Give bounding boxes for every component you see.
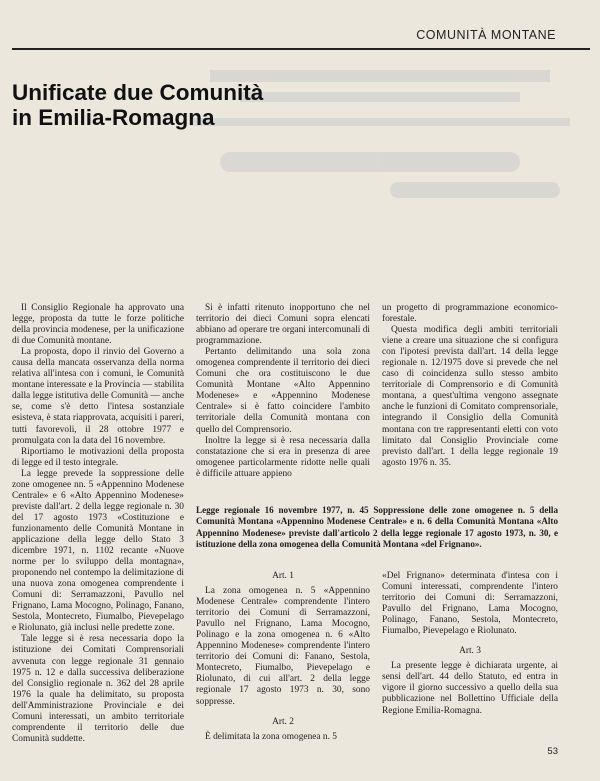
article-column-1 [12, 303, 184, 745]
article-3-title: Art. 3 [459, 646, 481, 657]
law-heading: Legge regionale 16 novembre 1977, n. 45 Soppressione delle zone omogenee n. 5 della Comunità Montana «Appennino Modenese Centrale» e n. 6 della Comunità Montana «Alto Appennino Modenese» previste dall'articolo 2 della legge regionale 17 agosto 1973, n. 30, e istituzione della zona omogenea della Comunità Montana «del Frignano». [196, 505, 558, 549]
law-column-2 [382, 571, 558, 717]
paragraph: Questa modifica degli ambiti territoriali viene a creare una situazione che si configura con l'ipotesi prevista dall'art. 14 della legge regionale n. 12/1975 dove si prevede che nel caso di coincidenza sullo stesso ambito territoriale di Comprensorio e di Comunità montana, a quest'ultima vengono assegnate anche le funzioni di Comitato comprensoriale, integrando il Consiglio della Comunità montana con tre rappresentanti eletti con voto limitato dal Consiglio Provinciale come previsto dall'art. 1 della legge regionale 19 agosto 1976 n. 35. [382, 325, 558, 468]
page-number: 53 [547, 746, 558, 757]
article-column-3 [382, 303, 558, 469]
paragraph: Inoltre la legge si è resa necessaria dalla constatazione che si era in presenza di aree omogenee particolarmente ridotte nelle quali è difficile attuare appieno [196, 435, 370, 479]
title-line-1: Unificate due Comunità [12, 80, 264, 105]
article-title [12, 80, 372, 130]
title-line-2: in Emilia-Romagna [12, 105, 215, 130]
paragraph: Si è infatti ritenuto inopportuno che nel territorio dei dieci Comuni sopra elencati abbiano ad operare tre organi intercomunali di programmazione. [196, 303, 370, 347]
article-column-2 [196, 303, 370, 480]
article-3-text: La presente legge è dichiarata urgente, ai sensi dell'art. 44 dello Statuto, ed entra in vigore il giorno successivo a quello della sua pubblicazione nel Bollettino Ufficiale della Regione Emilia-Romagna. [382, 661, 558, 716]
article-2-text: È delimitata la zona omogenea n. 5 [205, 731, 337, 742]
paragraph: Pertanto delimitando una sola zona omogenea comprendente il territorio dei dieci Comuni che ora costituiscono le due Comunità Montane «Alto Appennino Modenese» e «Appennino Modenese Centrale» si è fatto coincidere l'ambito territoriale della Comunità montana con quello del Comprensorio. [196, 347, 370, 435]
article-1-text: La zona omogenea n. 5 «Appennino Modenese Centrale» comprendente l'intero territorio dei Comuni di Serramazzoni, Pavullo nel Frignano, Lama Mocogno, Polinago e la zona omogenea n. 6 «Alto Appennino Modenese» comprendente l'intero territorio dei Comuni di: Fanano, Sestola, Montecreto, Fiumalbo, Pievepelago e Riolunato, di cui all'art. 2 della legge regionale 17 agosto 1973 n. 30, sono soppresse. [196, 586, 370, 707]
article-2-continuation: «Del Frignano» determinata d'intesa con i Comuni interessati, comprendente l'intero territorio dei Comuni di: Serramazzoni, Pavullo del Frignano, Lama Mocogno, Polinago, Fanano, Sestola, Montecreto, Fiumalbo, Pievepelago e Riolunato. [382, 571, 558, 637]
paragraph: La proposta, dopo il rinvio del Governo a causa della mancata osservanza della norma relativa all'intesa con i comuni, le Comunità montane interessate e la Provincia — stabilita dalla legge istitutiva delle Comunità — anche se, come s'è detto l'intesa sostanziale esisteva, è stata riapprovata, acquisiti i pareri, tutti favorevoli, il 28 ottobre 1977 e promulgata con la data del 16 novembre. [12, 347, 184, 446]
background-bleed-through [190, 52, 590, 217]
paragraph: Il Consiglio Regionale ha approvato una legge, proposta da tutte le forze politiche della provincia modenese, per la unificazione di due Comunità montane. [12, 303, 184, 347]
article-2-title: Art. 2 [272, 716, 294, 727]
article-1-title: Art. 1 [272, 571, 294, 581]
law-column-1 [196, 571, 370, 743]
paragraph: Tale legge si è resa necessaria dopo la istituzione dei Comitati Comprensoriali avvenuta con legge regionale 31 gennaio 1975 n. 12 e dalla successiva deliberazione del Consiglio regionale n. 362 del 28 aprile 1976 la quale ha delimitato, su proposta dell'Amministrazione Provinciale e dei Comuni interessati, un ambito territoriale comprendente il territorio delle due Comunità suddette. [12, 634, 184, 744]
paragraph: La legge prevede la soppressione delle zone omogenee nn. 5 «Appennino Modenese Centrale» e 6 «Alto Appennino Modenese» previste dall'art. 2 della legge regionale n. 30 del 17 agosto 1973 «Costituzione e funzionamento delle Comunità Montane in applicazione della legge dello Stato 3 dicembre 1971, n. 1102 recante «Nuove norme per lo sviluppo della montagna», proponendo nel contempo la delimitazione di una nuova zona omogenea comprendente i Comuni di: Serramazzoni, Pavullo nel Frignano, Lama Mocogno, Polinago, Fanano, Sestola, Montecreto, Fiumalbo, Pievepelago e Riolunato, già inclusi nelle predette zone. [12, 468, 184, 634]
paragraph: Riportiamo le motivazioni della proposta di legge ed il testo integrale. [12, 446, 184, 468]
section-label: COMUNITÀ MONTANE [416, 28, 556, 42]
header-rule [12, 48, 590, 50]
paragraph: un progetto di programmazione economico-forestale. [382, 303, 558, 325]
